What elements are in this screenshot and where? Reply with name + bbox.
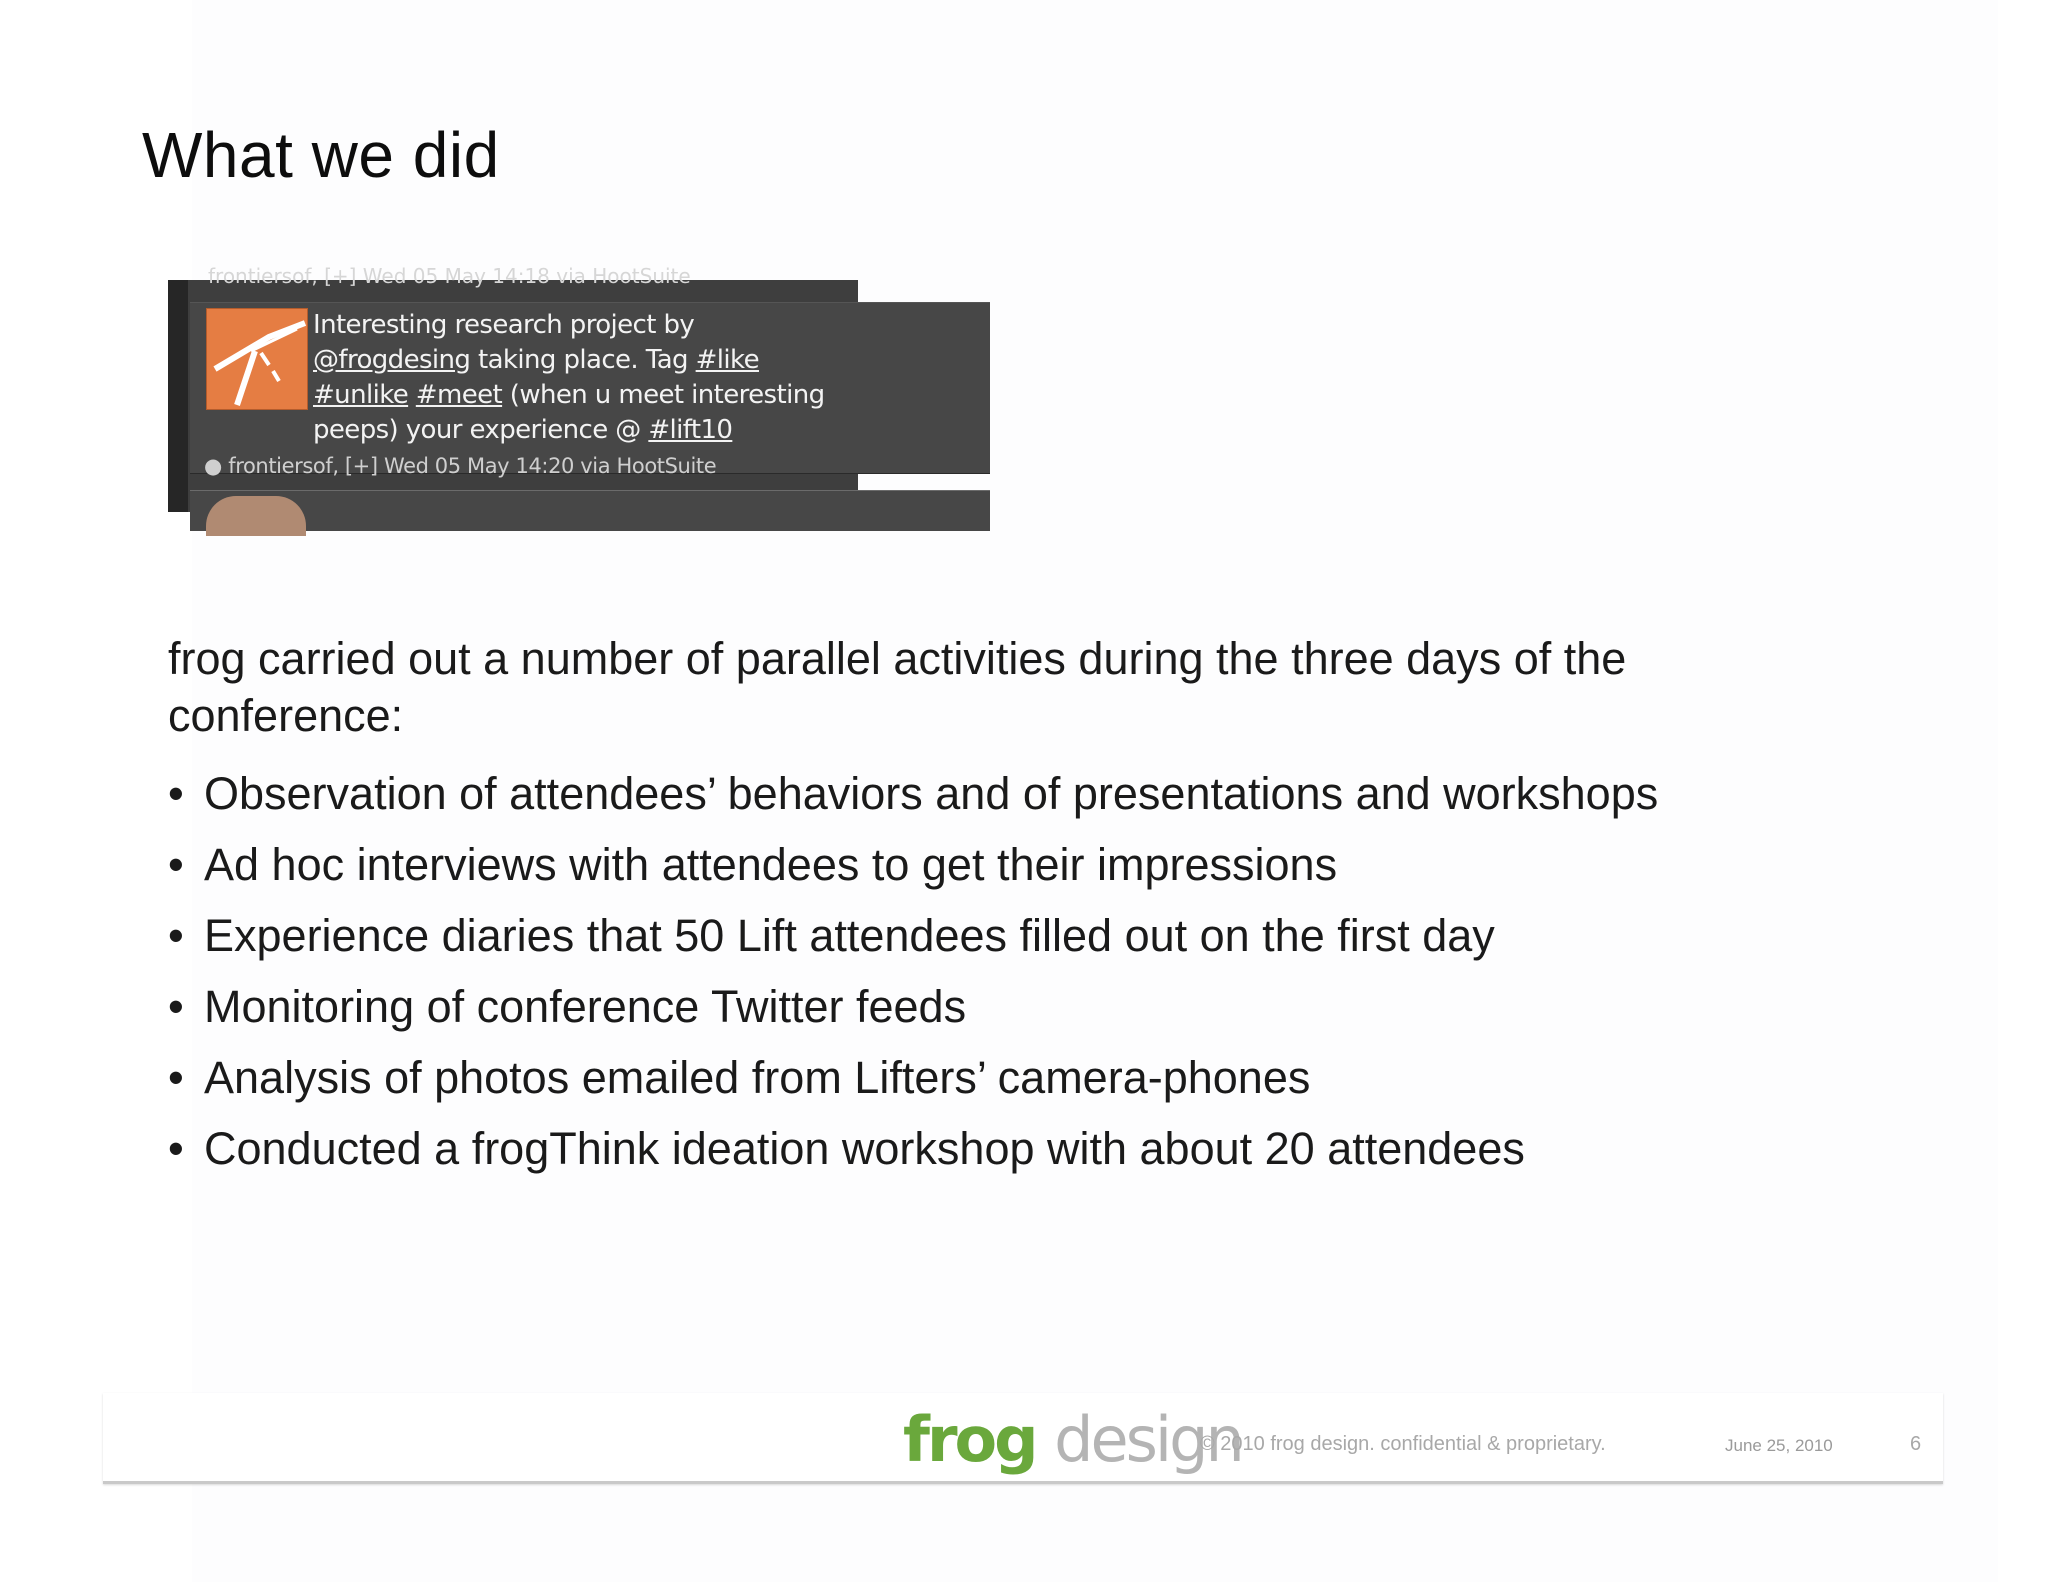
hashtag-link[interactable]: #lift10 bbox=[648, 415, 733, 445]
tweet-text: Interesting research project by @frogdesing taking place. Tag #like #unlike #meet (when u meet interesting peeps) your experience @ #lift10 bbox=[313, 310, 825, 445]
scrollbar-edge bbox=[168, 280, 188, 512]
footer-date: June 25, 2010 bbox=[1725, 1436, 1833, 1455]
road-perspective-icon bbox=[206, 308, 308, 410]
slide-title: What we did bbox=[142, 119, 500, 191]
list-item: • Analysis of photos emailed from Lifters’ camera-phones bbox=[168, 1042, 1658, 1113]
slide-footer bbox=[103, 1393, 1943, 1484]
list-item: • Observation of attendees’ behaviors and of presentations and workshops bbox=[168, 758, 1658, 829]
list-item: • Ad hoc interviews with attendees to get their impressions bbox=[168, 829, 1658, 900]
page-number: 6 bbox=[1910, 1433, 1922, 1455]
hashtag-link[interactable]: #like bbox=[695, 345, 759, 375]
list-item: • Conducted a frogThink ideation workshop with about 20 attendees bbox=[168, 1113, 1658, 1184]
avatar bbox=[206, 496, 306, 536]
clipped-previous-tweet: frontiersof, [+] Wed 05 May 14:18 via HootSuite bbox=[208, 264, 691, 288]
copyright-notice: © 2010 frog design. confidential & proprietary. bbox=[1200, 1433, 1606, 1455]
hashtag-link[interactable]: #meet bbox=[415, 380, 503, 410]
mention-link[interactable]: @frogdesing bbox=[313, 345, 471, 375]
list-item: • Monitoring of conference Twitter feeds bbox=[168, 971, 1658, 1042]
list-item: • Experience diaries that 50 Lift attendees filled out on the first day bbox=[168, 900, 1658, 971]
next-tweet-card bbox=[190, 490, 990, 531]
intro-paragraph: frog carried out a number of parallel activities during the three days of the conference: bbox=[168, 633, 1627, 741]
tweet-meta: ● frontiersof, [+] Wed 05 May 14:20 via HootSuite bbox=[204, 454, 717, 478]
frog-design-logo: frog design bbox=[903, 1403, 1242, 1476]
hashtag-link[interactable]: #unlike bbox=[313, 380, 409, 410]
activity-list bbox=[168, 758, 1658, 1184]
tweet-screenshot bbox=[168, 264, 858, 512]
